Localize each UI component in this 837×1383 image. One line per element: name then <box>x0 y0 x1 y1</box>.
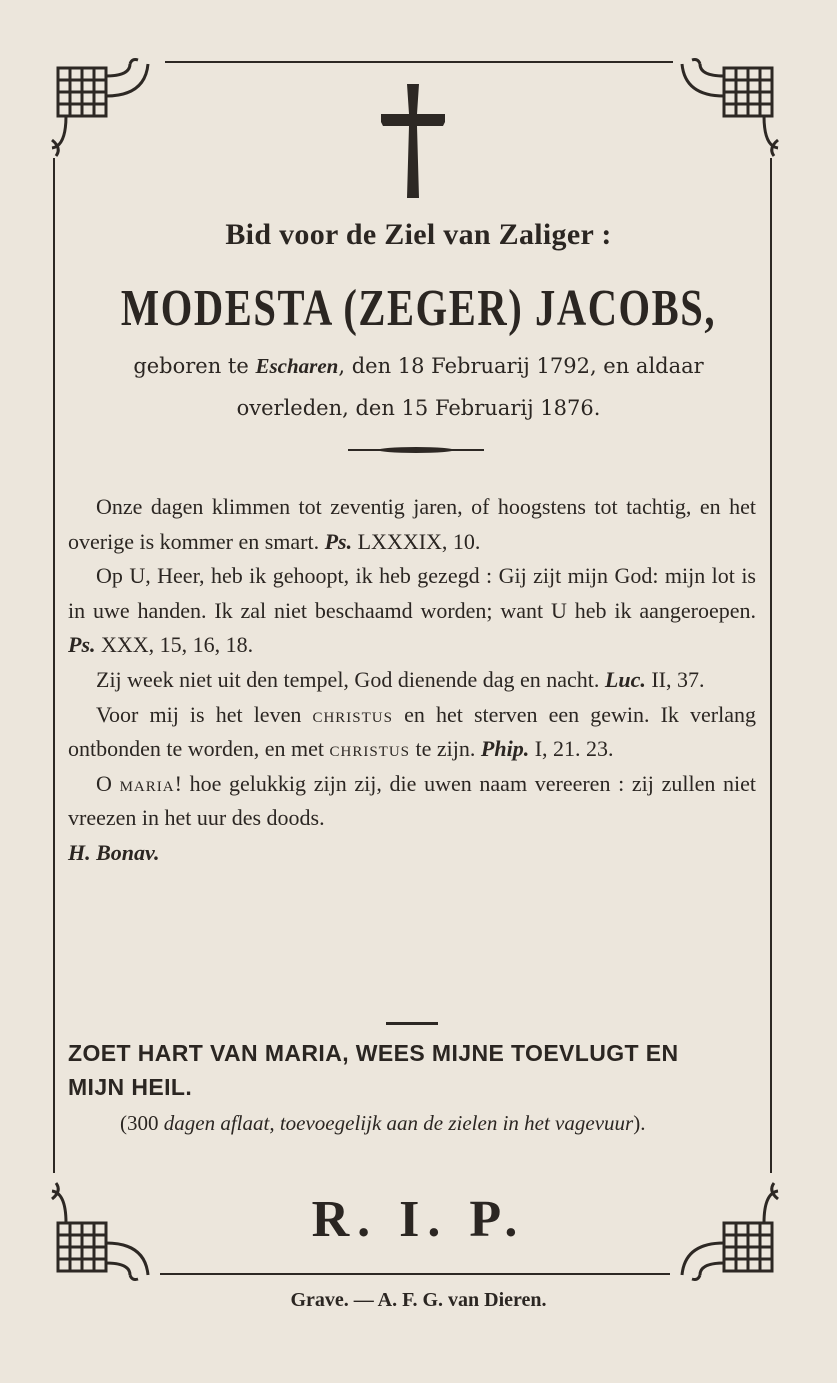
cross-icon <box>381 84 445 198</box>
deceased-name: MODESTA (ZEGER) JACOBS, <box>120 280 717 337</box>
prayer-ejaculation: ZOET HART VAN MARIA, WEES MIJNE TOEVLUGT EN MIJN HEIL. <box>68 1040 679 1100</box>
verse-5: O maria! hoe gelukkig zijn zij, die uwen naam vereeren : zij zullen niet vreezen in het uur des doods. H. Bonav. <box>68 770 756 865</box>
short-rule <box>386 1022 438 1025</box>
separator-swell <box>378 447 454 453</box>
verse-4: Voor mij is het leven christus en het sterven een gewin. Ik verlang ontbonden te worden, en met christus te zijn. Phip. I, 21. 23. <box>68 701 756 762</box>
corner-ornament-top-left <box>50 56 155 161</box>
verses-block <box>68 490 756 871</box>
frame-top-rule <box>165 61 673 63</box>
death-line: overleden, den 15 Februarij 1876. <box>236 396 601 420</box>
verse-1: Onze dagen klimmen tot zeventig jaren, of hoogstens tot tachtig, en het overige is kommer en smart. Ps. LXXXIX, 10. <box>68 494 756 554</box>
frame-right-rule <box>770 158 772 1173</box>
indulgence-note: (300 dagen aflaat, toevoegelijk aan de zielen in het vagevuur). <box>120 1111 646 1135</box>
birth-line <box>0 354 837 379</box>
verse-2: Op U, Heer, heb ik gehoopt, ik heb gezegd : Gij zijt mijn God: mijn lot is in uwe handen. Ik zal niet beschaamd worden; want U heb ik aangeroepen. Ps. XXX, 15, 16, 18. <box>68 563 756 658</box>
birth-prefix: geboren te <box>133 354 249 378</box>
rip-heading: R. I. P. <box>311 1191 526 1248</box>
invocation-heading: Bid voor de Ziel van Zaliger : <box>225 218 612 251</box>
verse-3: Zij week niet uit den tempel, God dienende dag en nacht. Luc. II, 37. <box>96 666 705 692</box>
birth-place: Escharen <box>255 354 339 378</box>
printer-line: Grave. — A. F. G. van Dieren. <box>290 1289 547 1311</box>
frame-bottom-rule <box>160 1273 670 1275</box>
birth-suffix: , den 18 Februarij 1792, en aldaar <box>338 354 704 378</box>
corner-ornament-top-right <box>675 56 780 161</box>
frame-left-rule <box>53 158 55 1173</box>
